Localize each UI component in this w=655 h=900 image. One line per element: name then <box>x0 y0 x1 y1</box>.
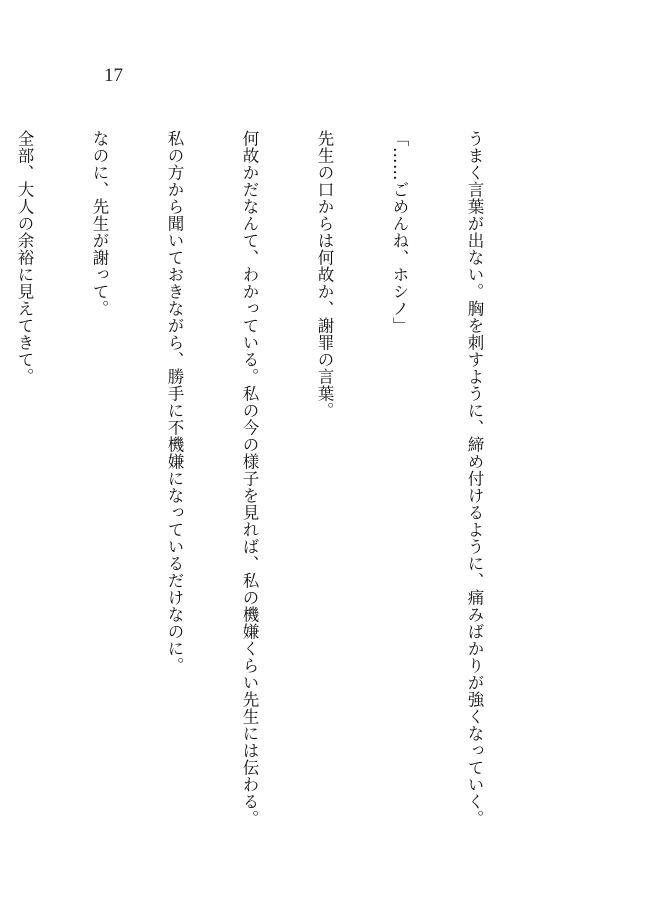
text-line: なのに、先生が謝って。 <box>90 130 109 317</box>
page-number: 17 <box>104 65 123 86</box>
text-line: 全部、大人の余裕に見えてきて。 <box>15 130 34 385</box>
text-line: 「……ごめんね、ホシノ」 <box>390 130 409 334</box>
text-line: うまく言葉が出ない。胸を刺すように、締め付けるように、痛みばかりが強くなっていく。 <box>465 130 484 827</box>
text-line: 先生の口からは何故か、謝罪の言葉。 <box>315 130 334 419</box>
text-line: 何故かだなんて、わかっている。私の今の様子を見れば、私の機嫌くらい先生には伝わる。 <box>240 130 259 827</box>
vertical-text-body <box>0 130 537 827</box>
text-line: 私の方から聞いておきながら、勝手に不機嫌になっているだけなのに。 <box>165 130 184 674</box>
